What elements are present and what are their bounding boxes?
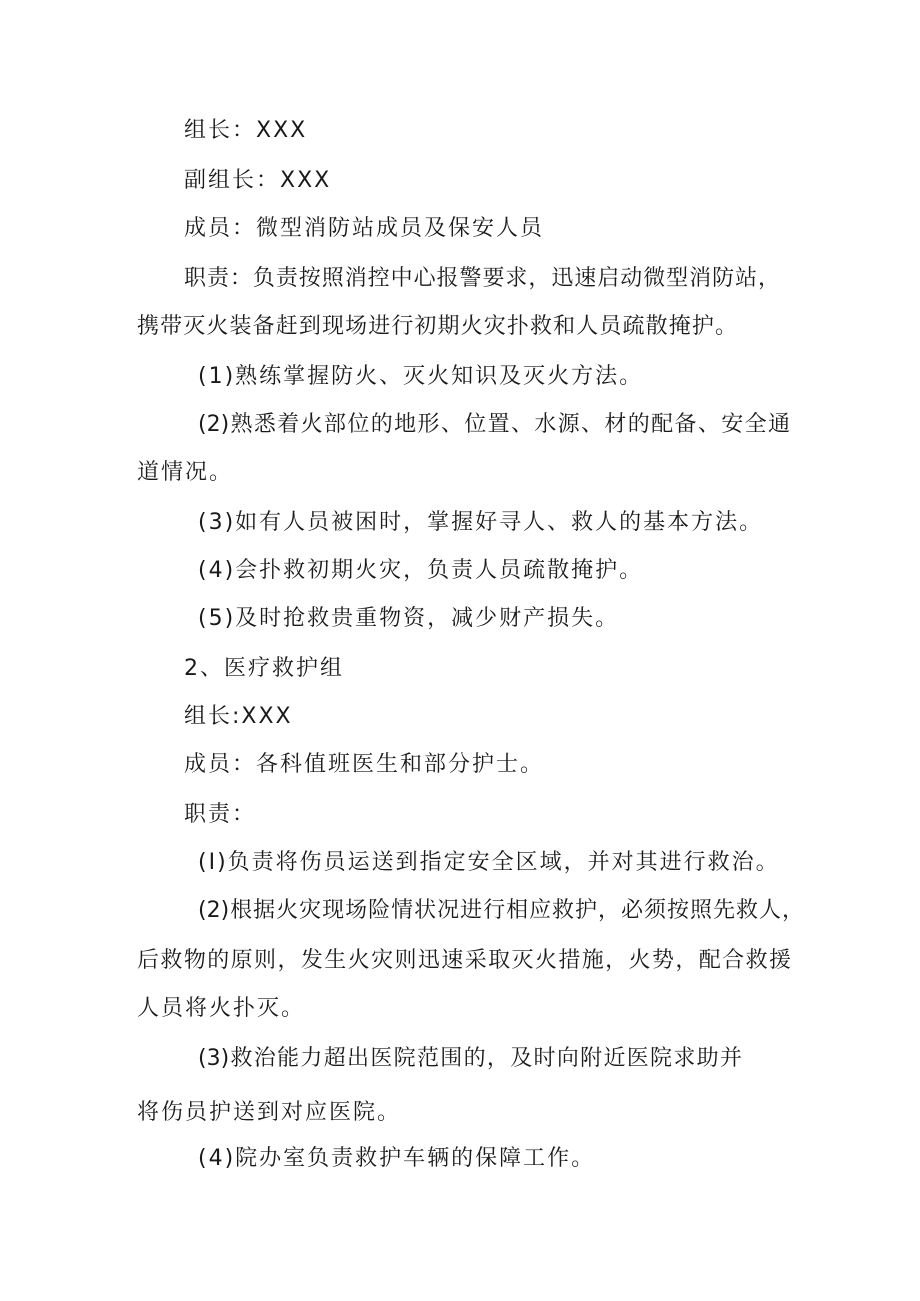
duty-item-1: (1)熟练掌握防火、灭火知识及灭火方法。: [198, 364, 644, 389]
duty-item-2-line-2: 道情况。: [137, 460, 234, 485]
duty-item-4: (4)会扑救初期火灾，负责人员疏散掩护。: [198, 558, 644, 583]
members-line: 成员：微型消防站成员及保安人员: [184, 216, 545, 241]
duty-item-3: (3)如有人员被困时，掌握好寻人、救人的基本方法。: [198, 510, 764, 535]
duty-item-5: (5)及时抢救贵重物资，减少财产损失。: [198, 606, 620, 631]
medical-item-4: (4)院办室负责救护车辆的保障工作。: [198, 1146, 596, 1171]
duties-line-1: 职责：负责按照消控中心报警要求，迅速启动微型消防站，: [184, 266, 780, 291]
medical-duties-heading: 职责：: [184, 802, 257, 827]
medical-item-3-line-1: (3)救治能力超出医院范围的，及时向附近医院求助并: [198, 1046, 742, 1071]
medical-item-2-line-3: 人员将火扑灭。: [137, 996, 306, 1021]
medical-item-3-line-2: 将伤员护送到对应医院。: [137, 1100, 402, 1125]
deputy-leader-line: 副组长：XXX: [184, 168, 332, 193]
duty-item-2-line-1: (2)熟悉着火部位的地形、位置、水源、材的配备、安全通: [198, 412, 790, 437]
duties-line-2: 携带灭火装备赶到现场进行初期火灾扑救和人员疏散掩护。: [137, 314, 737, 339]
medical-members-line: 成员：各科值班医生和部分护士。: [184, 752, 545, 777]
section-heading-medical: 2、医疗救护组: [184, 656, 344, 681]
team-leader-line: 组长：XXX: [184, 118, 308, 143]
medical-item-2-line-2: 后救物的原则，发生火灾则迅速采取灭火措施，火势，配合救援: [137, 948, 791, 973]
medical-leader-line: 组长:XXX: [184, 704, 293, 729]
medical-item-1: (I)负责将伤员运送到指定安全区域，并对其进行救治。: [198, 850, 780, 875]
medical-item-2-line-1: (2)根据火灾现场险情状况进行相应救护，必须按照先救人，: [198, 898, 804, 923]
